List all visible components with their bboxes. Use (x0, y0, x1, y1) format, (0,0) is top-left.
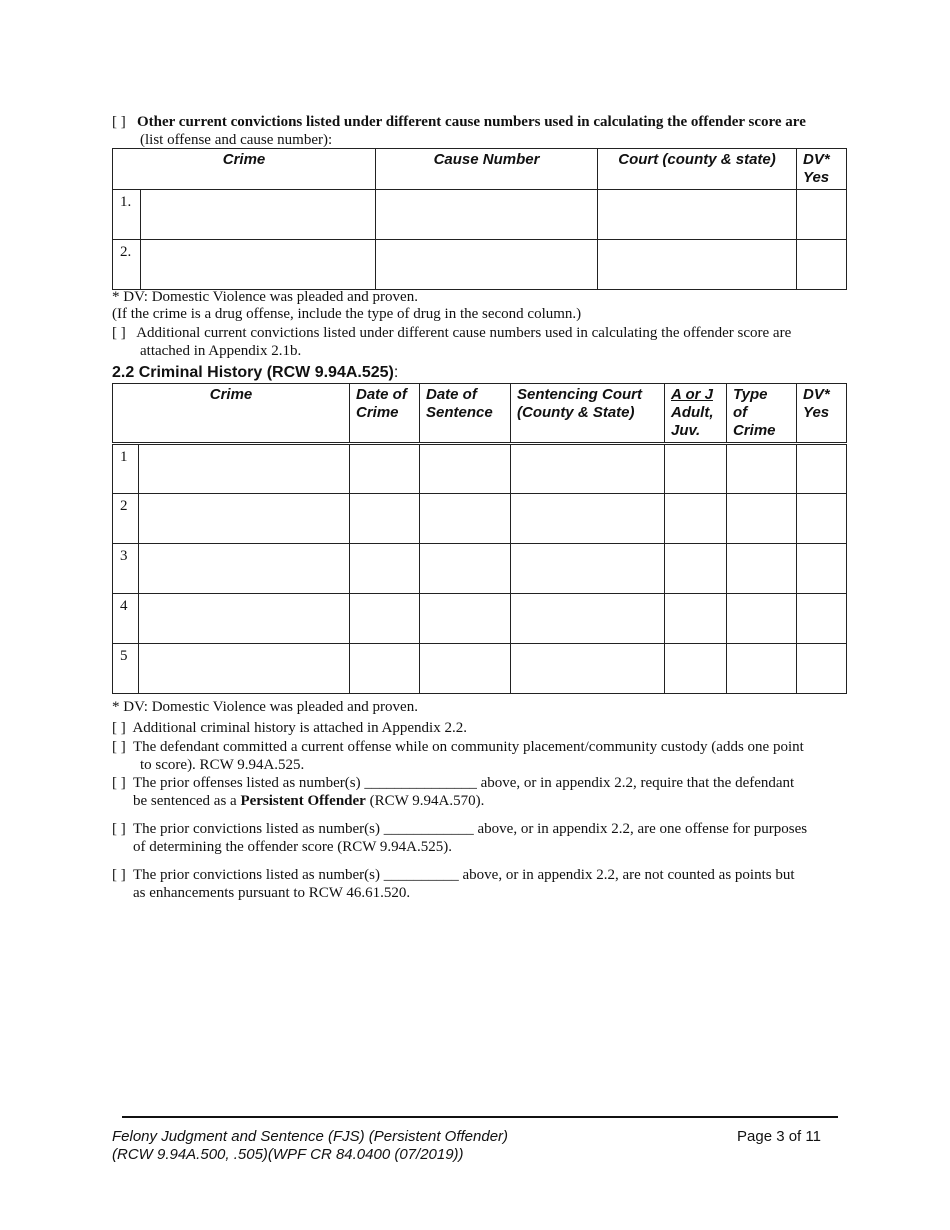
header-date-crime (350, 384, 420, 444)
checkbox[interactable]: [ ] (112, 114, 126, 130)
cell[interactable] (420, 544, 511, 594)
persistent-offender-cont (133, 792, 484, 810)
row-number: 1. (113, 190, 141, 240)
community-custody-note (112, 738, 804, 756)
cell[interactable] (797, 644, 847, 694)
line: Adult, (671, 404, 714, 421)
cell[interactable] (727, 544, 797, 594)
table-row (113, 544, 847, 594)
line: Date of (426, 386, 477, 403)
header-adult-juv (665, 384, 727, 444)
yes-line: Yes (803, 169, 830, 186)
row-number: 3 (113, 544, 139, 594)
court-cell[interactable] (598, 240, 797, 290)
checkbox[interactable]: [ ] (112, 867, 126, 883)
additional-convictions (112, 324, 791, 342)
line: Sentencing Court (517, 386, 643, 403)
checkbox[interactable]: [ ] (112, 720, 126, 736)
cell[interactable] (420, 594, 511, 644)
cause-cell[interactable] (376, 240, 598, 290)
community-text: The defendant committed a current offense while on community placement/community custody (adds one point (132, 739, 804, 755)
community-custody-cont: to score). RCW 9.94A.525. (140, 757, 305, 773)
cell[interactable] (350, 644, 420, 694)
checkbox[interactable]: [ ] (112, 739, 126, 755)
cell[interactable] (511, 444, 665, 494)
header-cause-number: Cause Number (376, 149, 598, 190)
table-row (113, 444, 847, 494)
header-dv (797, 384, 847, 444)
table-row (113, 240, 847, 290)
dv-cell[interactable] (797, 190, 847, 240)
enhancement-cont: as enhancements pursuant to RCW 46.61.520. (133, 885, 411, 901)
dv-note: * DV: Domestic Violence was pleaded and proven. (112, 289, 418, 305)
dv-line: DV* (803, 151, 830, 168)
table-row (113, 644, 847, 694)
cell[interactable] (420, 494, 511, 544)
row-number: 1 (113, 444, 139, 494)
cell[interactable] (727, 444, 797, 494)
heading-colon: : (393, 364, 399, 381)
line: (County & State) (517, 404, 635, 421)
cell[interactable] (420, 444, 511, 494)
text: be sentenced as a (133, 793, 241, 809)
title-text: Other current convictions listed under different cause numbers used in calculating the offender score are (137, 114, 806, 130)
cause-cell[interactable] (376, 190, 598, 240)
line: A or J (671, 386, 713, 403)
criminal-history-heading (112, 363, 398, 383)
persistent-text: The prior offenses listed as number(s) _______________ above, or in appendix 2.2, require that the defendant (132, 775, 795, 791)
line: Type (733, 386, 768, 403)
cell[interactable] (511, 594, 665, 644)
cell[interactable] (511, 494, 665, 544)
same-offense-cont: of determining the offender score (RCW 9.94A.525). (133, 839, 452, 855)
line: Date of (356, 386, 407, 403)
crime-cell[interactable] (141, 190, 376, 240)
heading-text: 2.2 Criminal History (RCW 9.94A.525) (112, 364, 394, 381)
cell[interactable] (511, 644, 665, 694)
enhancement-text: The prior convictions listed as number(s) __________ above, or in appendix 2.2, are not counted as points but (132, 867, 795, 883)
cell[interactable] (350, 444, 420, 494)
cell[interactable] (139, 494, 350, 544)
cell[interactable] (350, 594, 420, 644)
cell[interactable] (350, 544, 420, 594)
appendix-note (112, 719, 467, 737)
enhancement-note (112, 866, 795, 884)
line: DV* (803, 386, 830, 403)
cell[interactable] (420, 644, 511, 694)
header-crime: Crime (113, 384, 350, 444)
cell[interactable] (665, 544, 727, 594)
line: Sentence (426, 404, 493, 421)
footer-title: Felony Judgment and Sentence (FJS) (Persistent Offender) (112, 1128, 509, 1145)
header-crime: Crime (113, 149, 376, 190)
row-number: 5 (113, 644, 139, 694)
line: Juv. (671, 422, 701, 439)
cell[interactable] (797, 494, 847, 544)
header-sentencing-court (511, 384, 665, 444)
cell[interactable] (139, 444, 350, 494)
checkbox[interactable]: [ ] (112, 775, 126, 791)
row-number: 4 (113, 594, 139, 644)
row-number: 2. (113, 240, 141, 290)
other-convictions-subtitle: (list offense and cause number): (140, 132, 333, 148)
other-convictions-table (112, 148, 847, 290)
cell[interactable] (727, 594, 797, 644)
row-number: 2 (113, 494, 139, 544)
cell[interactable] (665, 594, 727, 644)
criminal-history-table (112, 383, 847, 694)
cell[interactable] (797, 594, 847, 644)
header-dv (797, 149, 847, 190)
drug-note: (If the crime is a drug offense, include the type of drug in the second column.) (112, 306, 582, 322)
persistent-offender-bold: Persistent Offender (240, 793, 366, 809)
table-row (113, 494, 847, 544)
cell[interactable] (665, 494, 727, 544)
line: Yes (803, 404, 830, 421)
cell[interactable] (139, 594, 350, 644)
table-row (113, 594, 847, 644)
header-date-sentence (420, 384, 511, 444)
table-row (113, 190, 847, 240)
page-number: Page 3 of 11 (737, 1128, 821, 1145)
footer-divider (122, 1116, 838, 1118)
additional-convictions-cont: attached in Appendix 2.1b. (140, 343, 302, 359)
cell[interactable] (139, 644, 350, 694)
cell[interactable] (350, 494, 420, 544)
appendix-text: Additional criminal history is attached in Appendix 2.2. (132, 720, 467, 736)
header-court: Court (county & state) (598, 149, 797, 190)
dv-note-2: * DV: Domestic Violence was pleaded and proven. (112, 699, 418, 715)
line: of (733, 404, 748, 421)
crime-cell[interactable] (141, 240, 376, 290)
text: (RCW 9.94A.570). (365, 793, 485, 809)
same-offense-text: The prior convictions listed as number(s) ____________ above, or in appendix 2.2, are one offense for purposes (132, 821, 808, 837)
additional-text: Additional current convictions listed under different cause numbers used in calculating the offender score are (136, 325, 792, 341)
checkbox[interactable]: [ ] (112, 325, 126, 341)
line: Crime (733, 422, 776, 439)
header-type-of-crime (727, 384, 797, 444)
footer-form-number: (RCW 9.94A.500, .505)(WPF CR 84.0400 (07/2019)) (112, 1146, 464, 1163)
persistent-offender-note (112, 774, 794, 792)
other-convictions-title (112, 113, 806, 131)
line: Crime (356, 404, 399, 421)
checkbox[interactable]: [ ] (112, 821, 126, 837)
dv-cell[interactable] (797, 240, 847, 290)
cell[interactable] (665, 444, 727, 494)
cell[interactable] (797, 444, 847, 494)
court-cell[interactable] (598, 190, 797, 240)
cell[interactable] (665, 644, 727, 694)
cell[interactable] (797, 544, 847, 594)
cell[interactable] (727, 644, 797, 694)
cell[interactable] (139, 544, 350, 594)
cell[interactable] (511, 544, 665, 594)
cell[interactable] (727, 494, 797, 544)
same-offense-note (112, 820, 807, 838)
